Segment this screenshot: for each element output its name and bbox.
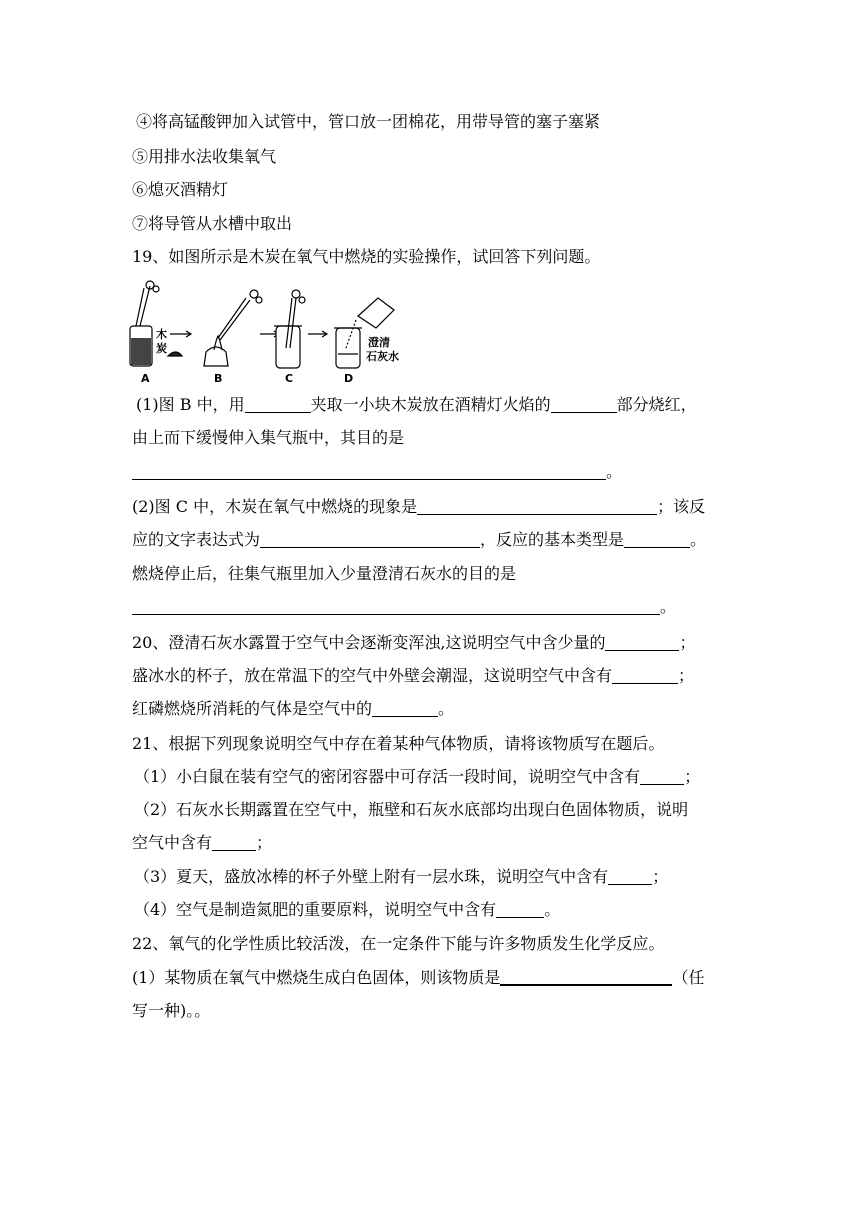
q21-part2-line2	[132, 833, 272, 853]
answer-blank[interactable]	[260, 531, 480, 548]
answer-blank[interactable]	[500, 968, 672, 986]
step-4: ④将高锰酸钾加入试管中，管口放一团棉花，用带导管的塞子塞紧	[136, 112, 601, 131]
answer-blank[interactable]	[624, 531, 690, 548]
figure-label-a: A	[141, 372, 150, 385]
q22-part1-line1	[132, 968, 704, 988]
q21-part4	[134, 900, 560, 920]
q20-text-b: ；	[679, 633, 696, 652]
q20-text-f: 。	[438, 699, 455, 718]
answer-blank[interactable]	[605, 634, 679, 651]
q19-1-text-a: (1)图 B 中，用	[136, 395, 245, 414]
q20-text-e: 红磷燃烧所消耗的气体是空气中的	[132, 699, 373, 718]
question-19: 19、如图所示是木炭在氧气中燃烧的实验操作，试回答下列问题。	[132, 247, 601, 266]
question-20-line1	[132, 633, 695, 653]
q19-2-text-b: ；该反	[657, 497, 706, 516]
answer-blank[interactable]	[496, 901, 544, 918]
step-5: ⑤用排水法收集氧气	[132, 147, 277, 166]
q22-1-text-b: （任	[672, 968, 705, 987]
figure-label-d: D	[344, 372, 354, 385]
figure-part-c	[274, 290, 327, 368]
figure-label-b: B	[214, 372, 223, 385]
answer-blank[interactable]	[212, 834, 256, 851]
q19-1-text-c: 部分烧红，	[616, 395, 697, 414]
q19-2-text-c: 应的文字表达式为	[132, 530, 261, 549]
answer-blank[interactable]	[372, 700, 438, 717]
limewater-label-1: 澄清	[368, 336, 390, 349]
q21-part2-line1: （2）石灰水长期露置在空气中，瓶壁和石灰水底部均出现白色固体物质，说明	[134, 800, 689, 819]
q21-1-text-a: （1）小白鼠在装有空气的密闭容器中可存活一段时间，说明空气中含有	[134, 767, 641, 786]
q21-2-text-c: ；	[256, 833, 273, 852]
q21-2-text-b: 空气中含有	[132, 833, 213, 852]
q21-4-text-a: （4）空气是制造氮肥的重要原料，说明空气中含有	[134, 900, 497, 919]
q19-part1-line2: 由上而下缓慢伸入集气瓶中，其目的是	[132, 428, 405, 447]
answer-blank[interactable]	[612, 667, 678, 684]
figure-label-c: C	[285, 372, 294, 385]
charcoal-label-2: 炭	[156, 342, 167, 355]
q21-3-text-b: ；	[652, 867, 669, 886]
q22-1-text-a: (1）某物质在氧气中燃烧生成白色固体，则该物质是	[132, 968, 501, 987]
q19-2-text-d: ，反应的基本类型是	[480, 530, 625, 549]
q19-2-text-g: 。	[660, 597, 677, 616]
answer-blank[interactable]	[640, 768, 684, 785]
answer-blank[interactable]	[132, 598, 660, 615]
q19-2-text-e: 。	[690, 530, 707, 549]
q19-part1-line3	[132, 462, 622, 482]
step-6: ⑥熄灭酒精灯	[132, 180, 229, 199]
q19-1-text-b: 夹取一小块木炭放在酒精灯火焰的	[310, 395, 551, 414]
answer-blank[interactable]	[608, 868, 652, 885]
question-21: 21、根据下列现象说明空气中存在着某种气体物质，请将该物质写在题后。	[132, 734, 665, 753]
q21-part1	[134, 767, 700, 787]
q22-part1-line2: 写一种)。。	[132, 1001, 211, 1020]
q21-1-text-b: ；	[684, 767, 701, 786]
limewater-label-2: 石灰水	[366, 350, 399, 363]
question-20-line3	[132, 699, 454, 719]
q20-text-d: ；	[678, 666, 695, 685]
experiment-figure	[128, 276, 418, 386]
q19-part2-line2	[132, 530, 706, 550]
charcoal-label-1: 木	[156, 328, 167, 341]
q19-1-text-e: 。	[606, 462, 623, 481]
q21-4-text-b: 。	[544, 900, 561, 919]
q19-part2-line4	[132, 597, 676, 617]
q19-part2-line3: 燃烧停止后，往集气瓶里加入少量澄清石灰水的目的是	[132, 564, 517, 583]
answer-blank[interactable]	[551, 396, 617, 413]
answer-blank[interactable]	[245, 396, 311, 413]
answer-blank[interactable]	[132, 463, 606, 480]
q21-3-text-a: （3）夏天，盛放冰棒的杯子外壁上附有一层水珠，说明空气中含有	[134, 867, 609, 886]
q19-part2-line1	[132, 497, 705, 517]
q19-part1-line1	[136, 395, 697, 415]
question-20-line2	[132, 666, 694, 686]
q21-part3	[134, 867, 668, 887]
q19-2-text-a: (2)图 C 中，木炭在氧气中燃烧的现象是	[132, 497, 418, 516]
step-7: ⑦将导管从水槽中取出	[132, 214, 293, 233]
answer-blank[interactable]	[417, 498, 657, 515]
figure-part-b	[204, 290, 279, 366]
question-22: 22、氧气的化学性质比较活泼，在一定条件下能与许多物质发生化学反应。	[132, 934, 665, 953]
q20-text-a: 20、澄清石灰水露置于空气中会逐渐变浑浊,这说明空气中含少量的	[132, 633, 606, 652]
q20-text-c: 盛冰水的杯子，放在常温下的空气中外壁会潮湿，这说明空气中含有	[132, 666, 613, 685]
